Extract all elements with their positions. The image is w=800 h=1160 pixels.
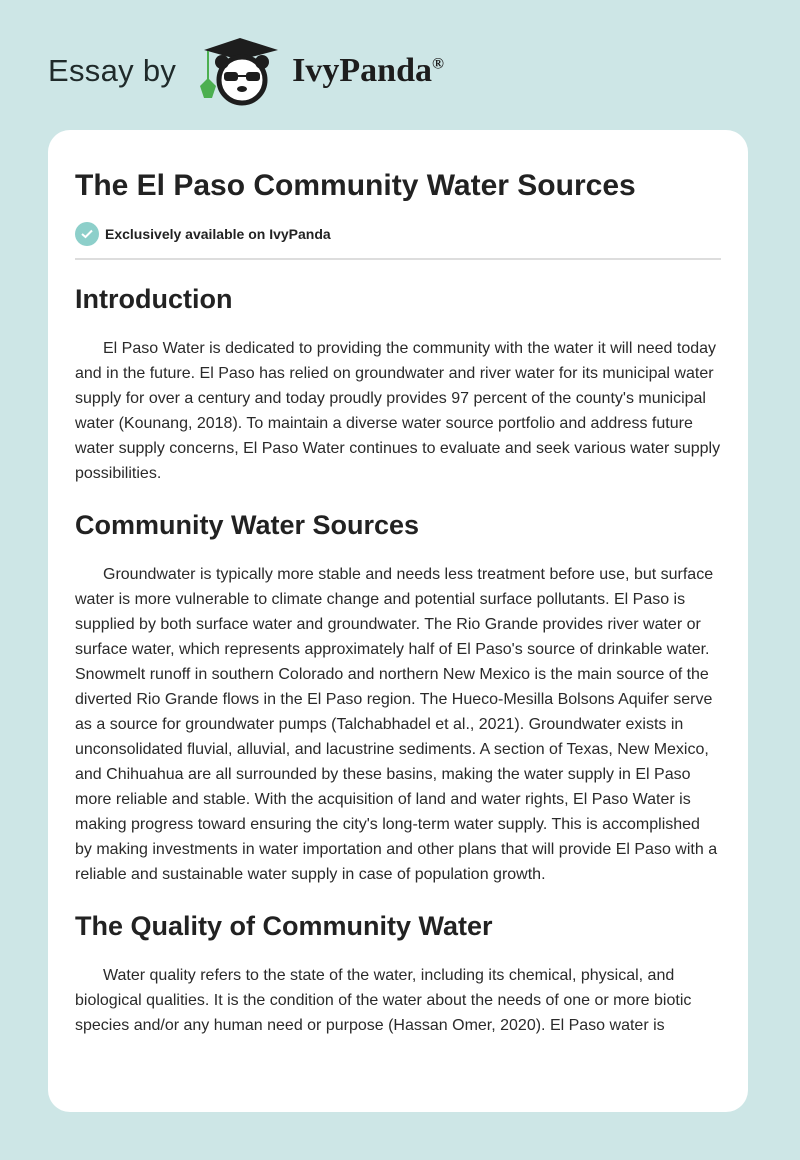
section-heading: Introduction [75, 284, 233, 314]
section-heading: The Quality of Community Water [75, 911, 493, 941]
panda-logo-icon [194, 36, 286, 106]
check-icon [75, 222, 99, 246]
divider [75, 258, 721, 260]
essay-by-label: Essay by [48, 53, 177, 88]
section-paragraph: El Paso Water is dedicated to providing the community with the water it will need today and in the future. El Paso has relied on groundwater and river water for its municipal water supply for over a century and today proudly provides 97 percent of the county's municipal water (Kounang, 2018). To maintain a diverse water source portfolio and address future water supply concerns, El Paso Water continues to evaluate and seek various water supply possibilities. [75, 340, 721, 482]
exclusive-badge [75, 222, 721, 246]
section-heading: Community Water Sources [75, 510, 420, 540]
page-title: The El Paso Community Water Sources [75, 169, 636, 202]
section-paragraph: Groundwater is typically more stable and needs less treatment before use, but surface water is more vulnerable to climate change and potential surface pollutants. El Paso is supplied by both surface water and groundwater. The Rio Grande provides river water or surface water, which represents approximately half of El Paso's source of drinkable water. Snowmelt runoff in southern Colorado and northern New Mexico is the main source of the diverted Rio Grande flows in the El Paso region. The Hueco-Mesilla Bolsons Aquifer serve as a source for groundwater pumps (Talchabhadel et al., 2021). Groundwater exists in unconsolidated fluvial, alluvial, and lacustrine sediments. A section of Texas, New Mexico, and Chihuahua are all surrounded by these basins, making the water supply in El Paso more reliable and stable. With the acquisition of land and water rights, El Paso Water is making progress toward ensuring the city's long-term water supply. This is accomplished by making investments in water importation and other plans that will provide El Paso with a reliable and sustainable water supply in case of population growth. [75, 566, 718, 883]
brand-header [48, 36, 444, 106]
section-paragraph: Water quality refers to the state of the water, including its chemical, physical, and biological qualities. It is the condition of the water about the needs of one or more biotic species and/or any human need or purpose (Hassan Omer, 2020). El Paso water is [75, 967, 692, 1034]
brand-name: IvyPanda® [292, 52, 444, 89]
essay-card [48, 130, 748, 1112]
badge-label: Exclusively available on IvyPanda [105, 226, 331, 242]
